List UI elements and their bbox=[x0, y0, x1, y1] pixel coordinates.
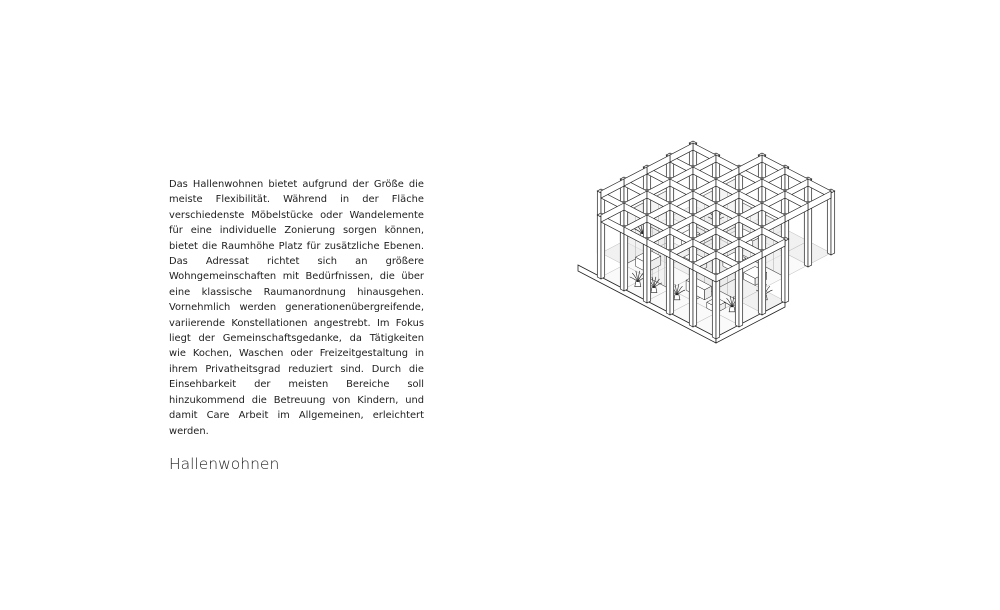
column bbox=[643, 239, 647, 303]
column bbox=[716, 275, 720, 339]
column bbox=[601, 215, 605, 279]
column bbox=[670, 251, 674, 315]
column bbox=[758, 251, 762, 315]
column bbox=[804, 203, 808, 267]
column bbox=[647, 239, 651, 303]
column bbox=[624, 227, 628, 291]
column bbox=[620, 227, 624, 291]
isometric-hall-diagram bbox=[490, 135, 960, 505]
column bbox=[808, 203, 812, 267]
column bbox=[831, 191, 835, 255]
plant-pot bbox=[729, 307, 735, 312]
column bbox=[739, 263, 743, 327]
column bbox=[693, 263, 697, 327]
column bbox=[735, 263, 739, 327]
column bbox=[712, 275, 716, 339]
plant-pot bbox=[674, 295, 680, 300]
column bbox=[827, 191, 831, 255]
page-title: Hallenwohnen bbox=[169, 455, 280, 473]
column bbox=[781, 239, 785, 303]
column bbox=[666, 251, 670, 315]
plant-pot bbox=[635, 282, 641, 287]
column bbox=[785, 239, 789, 303]
plant-pot bbox=[651, 288, 657, 293]
column bbox=[597, 215, 601, 279]
column bbox=[762, 251, 766, 315]
column bbox=[689, 263, 693, 327]
description-text: Das Hallenwohnen bietet aufgrund der Größe die meiste Flexibilität. Während in der Fläche verschiedenste Möbelstücke oder Wandelemente für eine individuelle Zonierung sorgen können, bietet die Raumhöhe Platz für zusätzliche Ebenen. Das Adressat richtet sich an größere Wohngemeinschaften mit Bedürfnissen, die über eine klassische Raumanordnung hinausgehen. Vornehmlich werden generationenübergreifende, variierende Konstellationen angestrebt. Im Fokus liegt der Gemeinschaftsgedanke, da Tätigkeiten wie Kochen, Waschen oder Freizeitgestaltung in ihrem Privatheitsgrad reduziert sind. Durch die Einsehbarkeit der meisten Bereiche soll hinzukommend die Betreuung von Kindern, und damit Care Arbeit im Allgemeinen, erleichtert werden. bbox=[169, 179, 424, 437]
